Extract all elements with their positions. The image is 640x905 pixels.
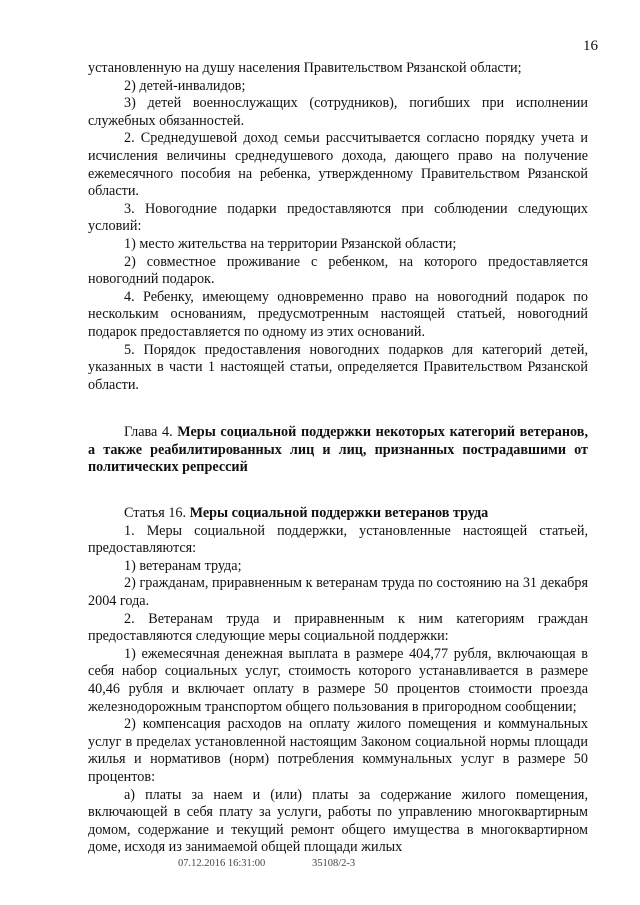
footer-timestamp: 07.12.2016 16:31:00 xyxy=(178,858,266,869)
paragraph: 1. Меры социальной поддержки, установленные настоящей статьей, предоставляются: xyxy=(88,522,588,557)
paragraph: 2) детей-инвалидов; xyxy=(124,77,246,94)
paragraph: 2) компенсация расходов на оплату жилого помещения и коммунальных услуг в пределах установленной настоящим Законом социальной нормы площади жилья и нормативов (норм) потребления коммунальных услуг в размере 50 процентов: xyxy=(88,716,588,785)
paragraph: 1) ветеранам труда; xyxy=(124,557,242,574)
paragraph: установленную на душу населения Правительством Рязанской области; xyxy=(88,60,522,76)
page-number: 16 xyxy=(583,38,598,54)
chapter-title: Меры социальной поддержки некоторых категорий ветеранов, а также реабилитированных лиц и лиц, признанных пострадавшими от политических репрессий xyxy=(88,424,588,476)
paragraph: 3. Новогодние подарки предоставляются при соблюдении следующих условий: xyxy=(88,200,588,235)
paragraph: 3) детей военнослужащих (сотрудников), погибших при исполнении служебных обязанностей. xyxy=(88,95,588,129)
article-prefix: Статья 16. xyxy=(124,505,187,522)
paragraph: 1) место жительства на территории Рязанской области; xyxy=(124,235,457,252)
paragraph: 5. Порядок предоставления новогодних подарков для категорий детей, указанных в части 1 настоящей статьи, определяется Правительством Рязанской области. xyxy=(88,341,588,393)
document-body xyxy=(88,60,588,857)
paragraph: 2. Среднедушевой доход семьи рассчитывается согласно порядку учета и исчисления величины среднедушевого дохода, дающего право на получение ежемесячного пособия на ребенка, утвержденному Правительством Рязанской области. xyxy=(88,130,588,200)
article-title: Меры социальной поддержки ветеранов труда xyxy=(189,505,489,522)
chapter-prefix: Глава 4. xyxy=(124,424,173,441)
paragraph: 2) совместное проживание с ребенком, на которого предоставляется новогодний подарок. xyxy=(88,253,588,288)
paragraph: а) платы за наем и (или) платы за содержание жилого помещения, включающей в себя плату за услуги, работы по управлению многоквартирным домом, содержание и текущий ремонт общего имущества в многоквартирном доме, исходя из занимаемой общей площади жилых xyxy=(88,786,588,856)
article-heading xyxy=(88,505,588,523)
footer-document-code: 35108/2-3 xyxy=(312,858,356,869)
paragraph: 2. Ветеранам труда и приравненным к ним категориям граждан предоставляются следующие меры социальной поддержки: xyxy=(88,610,588,645)
paragraph: 1) ежемесячная денежная выплата в размере 404,77 рубля, включающая в себя набор социальных услуг, стоимость которого устанавливается в размере 40,46 рубля и включает оплату в размере 50 процентов стоимости проезда железнодорожным транспортом общего пользования в пригородном сообщении; xyxy=(88,645,588,715)
chapter-heading xyxy=(88,424,588,477)
paragraph: 4. Ребенку, имеющему одновременно право на новогодний подарок по нескольким основаниям, предусмотренным настоящей статьей, новогодний подарок предоставляется по одному из этих оснований. xyxy=(88,288,588,340)
paragraph: 2) гражданам, приравненным к ветеранам труда по состоянию на 31 декабря 2004 года. xyxy=(88,575,588,610)
